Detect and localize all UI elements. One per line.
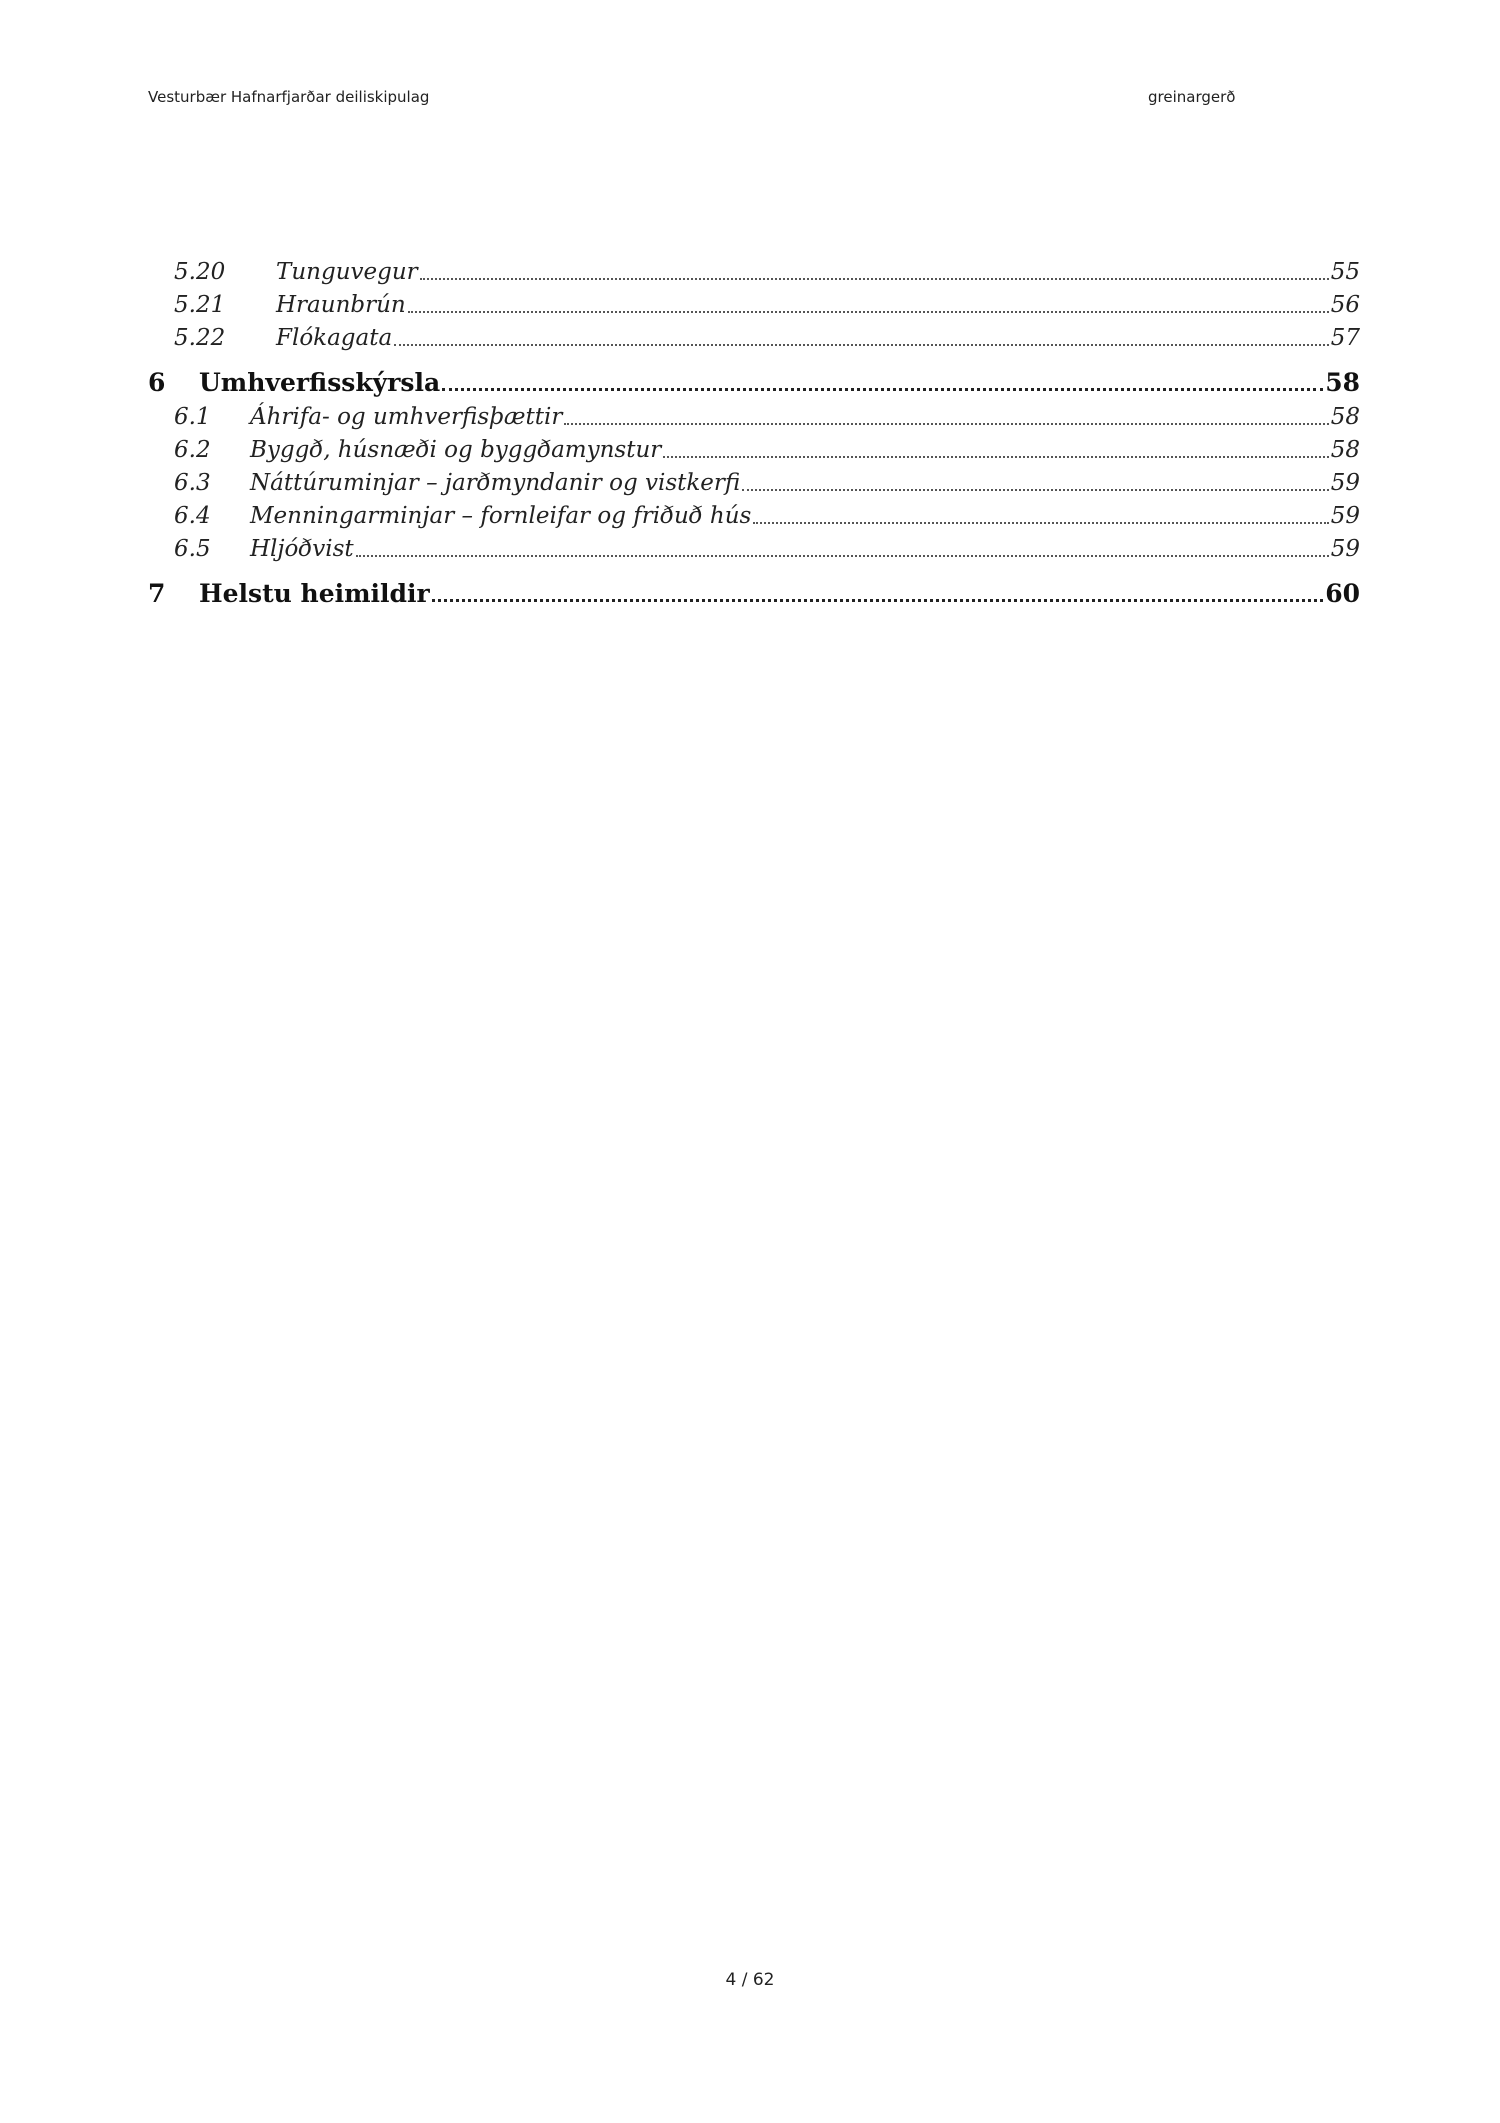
toc-dot-leader xyxy=(742,488,1328,491)
table-of-contents xyxy=(148,256,1360,612)
toc-entry-number: 6.1 xyxy=(174,404,211,430)
toc-dot-leader xyxy=(420,277,1329,280)
toc-entry-page: 58 xyxy=(1330,404,1360,430)
toc-entry-page: 59 xyxy=(1330,536,1360,562)
toc-entry[interactable] xyxy=(148,500,1360,533)
page-number: 4 / 62 xyxy=(725,1970,775,1990)
toc-dot-leader xyxy=(564,422,1328,425)
toc-entry[interactable] xyxy=(148,533,1360,566)
toc-dot-leader xyxy=(753,521,1328,524)
toc-entry[interactable] xyxy=(148,322,1360,355)
toc-entry-title: Flókagata xyxy=(276,325,393,351)
toc-entry-number: 7 xyxy=(148,579,166,608)
toc-entry-number: 6.5 xyxy=(174,536,211,562)
toc-entry-title: Náttúruminjar – jarðmyndanir og vistkerfi xyxy=(250,470,741,496)
toc-entry-page: 59 xyxy=(1330,503,1360,529)
toc-entry[interactable] xyxy=(148,434,1360,467)
toc-chapter-entry[interactable] xyxy=(148,365,1360,401)
toc-entry-number: 6.4 xyxy=(174,503,211,529)
toc-entry[interactable] xyxy=(148,289,1360,322)
toc-entry-number: 6 xyxy=(148,368,166,397)
toc-entry-number: 5.22 xyxy=(174,325,226,351)
toc-entry-number: 5.20 xyxy=(174,259,226,285)
toc-dot-leader xyxy=(442,387,1323,391)
document-title: Vesturbær Hafnarfjarðar deiliskipulag xyxy=(148,88,430,106)
toc-entry-title: Hljóðvist xyxy=(250,536,354,562)
toc-dot-leader xyxy=(356,554,1329,557)
toc-entry-number: 5.21 xyxy=(174,292,226,318)
toc-entry-title: Áhrifa- og umhverfisþættir xyxy=(250,404,563,430)
toc-entry[interactable] xyxy=(148,401,1360,434)
toc-chapter-entry[interactable] xyxy=(148,576,1360,612)
toc-dot-leader xyxy=(663,455,1328,458)
toc-entry-title: Byggð, húsnæði og byggðamynstur xyxy=(250,437,662,463)
toc-entry-page: 60 xyxy=(1325,579,1360,608)
toc-entry-page: 55 xyxy=(1330,259,1360,285)
toc-entry-page: 57 xyxy=(1330,325,1360,351)
toc-entry-number: 6.3 xyxy=(174,470,211,496)
toc-entry-page: 58 xyxy=(1325,368,1360,397)
toc-entry-title: Hraunbrún xyxy=(276,292,406,318)
page-footer xyxy=(0,1970,1500,1990)
toc-entry-title: Helstu heimildir xyxy=(199,579,430,608)
running-header xyxy=(148,88,1248,112)
toc-entry-number: 6.2 xyxy=(174,437,211,463)
toc-dot-leader xyxy=(432,598,1324,602)
toc-entry[interactable] xyxy=(148,256,1360,289)
document-section-label: greinargerð xyxy=(1148,88,1236,106)
toc-dot-leader xyxy=(408,310,1329,313)
toc-entry[interactable] xyxy=(148,467,1360,500)
toc-dot-leader xyxy=(394,343,1329,346)
toc-entry-page: 56 xyxy=(1330,292,1360,318)
toc-entry-title: Menningarminjar – fornleifar og friðuð hús xyxy=(250,503,752,529)
toc-entry-page: 59 xyxy=(1330,470,1360,496)
toc-entry-title: Tunguvegur xyxy=(276,259,418,285)
toc-entry-page: 58 xyxy=(1330,437,1360,463)
toc-entry-title: Umhverfisskýrsla xyxy=(199,368,441,397)
